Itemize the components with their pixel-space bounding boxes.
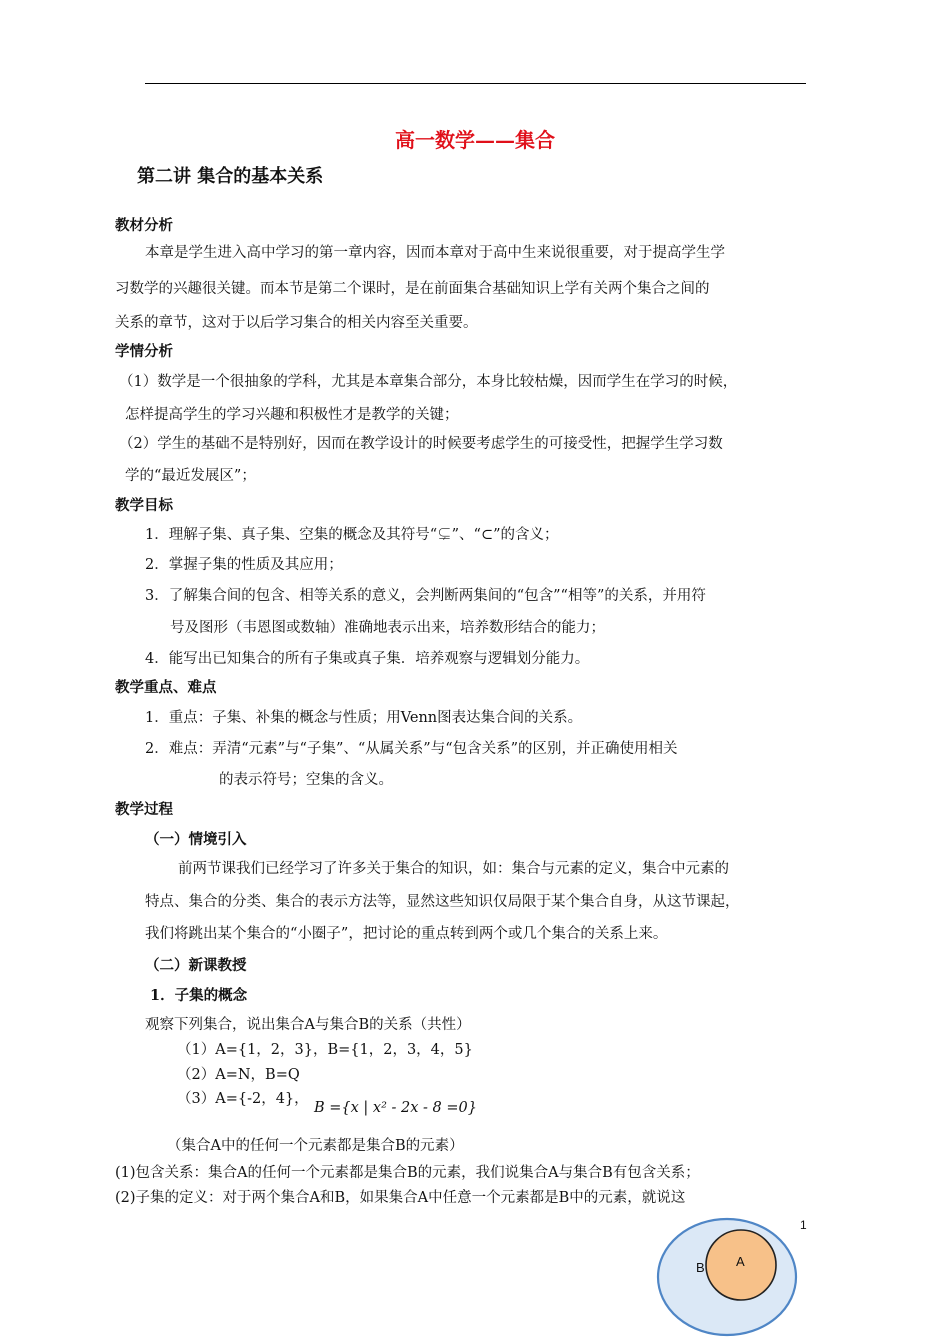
students-line: 学的“最近发展区”； xyxy=(125,468,256,484)
students-line: （2）学生的基础不是特别好，因而在教学设计的时候要考虑学生的可接受性，把握学生学习数 xyxy=(119,436,723,452)
intro-line: 我们将跳出某个集合的“小圈子”，把讨论的重点转到两个或几个集合的关系上来。 xyxy=(145,926,668,942)
observe-text: 观察下列集合，说出集合A与集合B的关系（共性） xyxy=(145,1017,471,1033)
section-heading-students: 学情分析 xyxy=(115,343,173,360)
subsection-heading-intro: （一）情境引入 xyxy=(145,831,247,848)
goal-item: 2．掌握子集的性质及其应用； xyxy=(145,557,343,573)
section-heading-focus: 教学重点、难点 xyxy=(115,679,217,696)
example-note: （集合A中的任何一个元素都是集合B的元素） xyxy=(167,1138,464,1154)
definition-inclusion: (1)包含关系：集合A的任何一个元素都是集合B的元素，我们说集合A与集合B有包含关系； xyxy=(115,1165,700,1181)
goal-item: 1．理解子集、真子集、空集的概念及其符号“⊊”、“⊂”的含义； xyxy=(145,527,559,543)
example-1: （1）A={1，2，3}，B={1，2，3，4，5} xyxy=(177,1042,473,1058)
topic-heading-subset: 1．子集的概念 xyxy=(150,987,248,1004)
section-heading-process: 教学过程 xyxy=(115,801,173,818)
section-heading-material: 教材分析 xyxy=(115,217,173,234)
set-b-formula: B ={x | x² - 2x - 8 =0} xyxy=(314,1100,477,1116)
students-line: （1）数学是一个很抽象的学科，尤其是本章集合部分，本身比较枯燥，因而学生在学习的时候， xyxy=(119,374,738,390)
venn-diagram xyxy=(655,1215,805,1337)
header-rule xyxy=(145,83,806,84)
goal-item: 4．能写出已知集合的所有子集或真子集．培养观察与逻辑划分能力。 xyxy=(145,651,590,667)
material-line: 习数学的兴趣很关键。而本节是第二个课时，是在前面集合基础知识上学有关两个集合之间的 xyxy=(115,281,710,297)
lecture-title: 第二讲 集合的基本关系 xyxy=(137,166,324,187)
material-line: 关系的章节，这对于以后学习集合的相关内容至关重要。 xyxy=(115,315,478,331)
focus-item: 的表示符号；空集的含义。 xyxy=(219,772,393,788)
students-line: 怎样提高学生的学习兴趣和积极性才是教学的关键； xyxy=(125,407,459,423)
subsection-heading-new: （二）新课教授 xyxy=(145,957,247,974)
document-title: 高一数学——集合 xyxy=(395,128,555,152)
definition-subset: (2)子集的定义：对于两个集合A和B，如果集合A中任意一个元素都是B中的元素，就说这 xyxy=(115,1190,686,1206)
venn-label-a: A xyxy=(736,1254,745,1269)
section-heading-goals: 教学目标 xyxy=(115,497,173,514)
venn-label-b: B xyxy=(696,1260,705,1275)
example-2: （2）A=N，B=Q xyxy=(177,1067,300,1083)
example-3: （3）A={-2，4}， xyxy=(177,1091,309,1107)
focus-item: 2．难点：弄清“元素”与“子集”、“从属关系”与“包含关系”的区别，并正确使用相关 xyxy=(145,741,678,757)
material-line: 本章是学生进入高中学习的第一章内容，因而本章对于高中生来说很重要，对于提高学生学 xyxy=(145,245,725,261)
page-number: 1 xyxy=(800,1218,807,1232)
goal-item: 3．了解集合间的包含、相等关系的意义，会判断两集间的“包含”“相等”的关系，并用符 xyxy=(145,588,706,604)
intro-line: 特点、集合的分类、集合的表示方法等，显然这些知识仅局限于某个集合自身，从这节课起， xyxy=(145,894,740,910)
goal-item: 号及图形（韦恩图或数轴）准确地表示出来，培养数形结合的能力； xyxy=(170,620,605,636)
intro-line: 前两节课我们已经学习了许多关于集合的知识，如：集合与元素的定义，集合中元素的 xyxy=(178,861,729,877)
focus-item: 1．重点：子集、补集的概念与性质；用Venn图表达集合间的关系。 xyxy=(145,710,583,726)
